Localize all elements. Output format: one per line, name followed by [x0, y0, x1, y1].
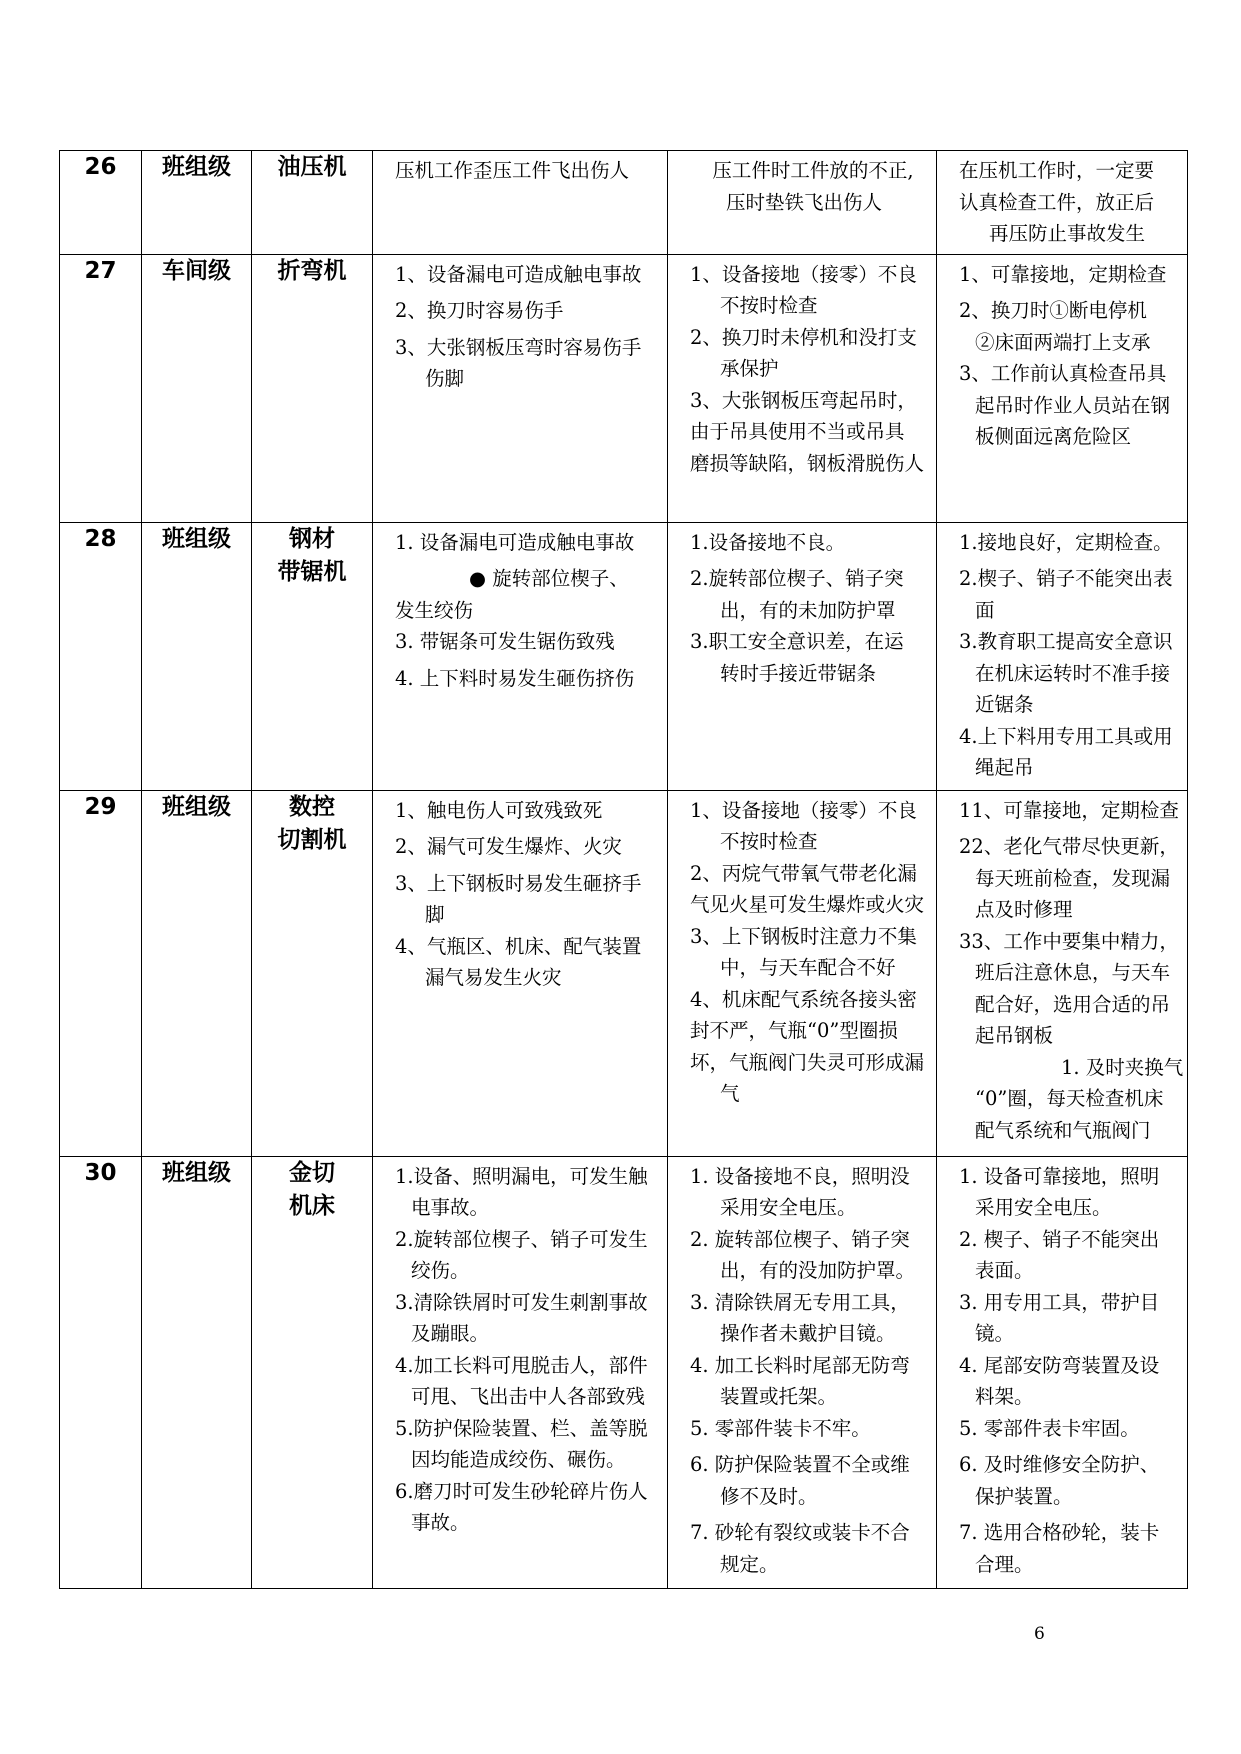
safety-measure-cell: [937, 522, 1188, 790]
safety-measure-line: 1. 及时夹换气: [1061, 1055, 1184, 1079]
equipment-name-line: 带锯机: [277, 558, 347, 585]
equipment-name: [252, 790, 373, 1156]
hazard-cause-line: 封不严，气瓶“0”型圈损: [690, 1019, 898, 1042]
hazard-description-line: 电事故。: [411, 1196, 490, 1219]
safety-measure-line: “0”圈，每天检查机床: [975, 1087, 1164, 1110]
hazard-cause-line: 采用安全电压。: [720, 1196, 857, 1219]
training-level: 班组级: [142, 790, 252, 1156]
equipment-name-line: 钢材: [289, 525, 335, 552]
hazard-description-lines: [373, 151, 667, 191]
page-number: 6: [1034, 1624, 1045, 1644]
hazard-cause-line: 装置或托架。: [720, 1385, 838, 1408]
hazard-description-line: 漏气易发生火灾: [425, 966, 562, 989]
hazard-cause-cell: [668, 151, 937, 255]
hazard-description-line: 1、设备漏电可造成触电事故: [395, 262, 642, 286]
safety-measure-line: 料架。: [975, 1385, 1034, 1408]
hazard-description-line: 1. 设备漏电可造成触电事故: [395, 530, 635, 554]
row-number: 30: [60, 1156, 142, 1588]
safety-measure-line: 1.接地良好，定期检查。: [959, 530, 1173, 554]
hazard-cause-cell: [668, 254, 937, 522]
safety-measure-line: 1. 设备可靠接地，照明: [959, 1164, 1160, 1188]
hazard-cause-lines: [668, 1157, 936, 1585]
hazard-description-line: 2、换刀时容易伤手: [395, 299, 564, 322]
equipment-name: [252, 522, 373, 790]
hazard-description-line: 3、大张钢板压弯时容易伤手: [395, 335, 642, 359]
safety-measure-line: 在机床运转时不准手接: [975, 661, 1171, 685]
safety-measure-line: 绳起吊: [975, 756, 1034, 779]
hazard-cause-line: 1.设备接地不良。: [690, 530, 846, 554]
hazard-cause-line: 2. 旋转部位楔子、销子突: [690, 1227, 910, 1251]
safety-measure-line: 5. 零部件表卡牢固。: [959, 1416, 1140, 1440]
hazard-cause-lines: [668, 523, 936, 694]
safety-measure-line: 4. 尾部安防弯装置及设: [959, 1353, 1160, 1377]
hazard-description-cell: [373, 522, 668, 790]
safety-measure-cell: [937, 254, 1188, 522]
hazard-description-line: 发生绞伤: [395, 598, 474, 622]
equipment-name-line: 油压机: [277, 154, 347, 180]
row-number: 28: [60, 522, 142, 790]
safety-measure-line: 每天班前检查，发现漏: [975, 866, 1171, 890]
hazard-cause-line: 1、设备接地（接零）不良: [690, 798, 917, 822]
safety-measure-line: 镜。: [975, 1322, 1015, 1345]
hazard-cause-cell: [668, 790, 937, 1156]
training-level: 班组级: [142, 151, 252, 255]
safety-measure-line: 2. 楔子、销子不能突出: [959, 1227, 1160, 1251]
hazard-cause-line: 3. 清除铁屑无专用工具，: [690, 1290, 910, 1314]
hazard-description-line: 5.防护保险装置、栏、盖等脱: [395, 1416, 648, 1440]
safety-measure-line: 2.楔子、销子不能突出表: [959, 567, 1173, 590]
hazard-description-line: 6.磨刀时可发生砂轮碎片伤人: [395, 1479, 648, 1503]
hazard-description-line: 1、触电伤人可致残致死: [395, 798, 603, 822]
hazard-description-line: 及蹦眼。: [411, 1322, 490, 1345]
safety-measure-line: 认真检查工件，放正后: [959, 190, 1155, 214]
safety-measure-line: 1、可靠接地，定期检查: [959, 262, 1167, 286]
safety-measure-lines: [937, 1157, 1187, 1585]
safety-measure-line: 22、老化气带尽快更新，: [959, 835, 1179, 858]
safety-measure-lines: [937, 255, 1187, 457]
hazard-cause-line: 3、上下钢板时注意力不集: [690, 924, 917, 948]
safety-measure-line: 起吊时作业人员站在钢: [975, 393, 1171, 417]
hazard-description-lines: [373, 523, 667, 699]
equipment-name-line: 切割机: [277, 826, 347, 853]
safety-measure-line: 板侧面远离危险区: [975, 425, 1132, 448]
hazard-description-line: 3. 带锯条可发生锯伤致残: [395, 630, 615, 653]
safety-measure-cell: [937, 790, 1188, 1156]
hazard-description-line: 事故。: [411, 1511, 470, 1534]
hazard-description-cell: [373, 790, 668, 1156]
equipment-name: [252, 151, 373, 255]
hazard-cause-line: 不按时检查: [720, 830, 818, 853]
hazard-description-line: 4.加工长料可甩脱击人，部件: [395, 1353, 648, 1377]
hazard-cause-line: 4. 加工长料时尾部无防弯: [690, 1353, 910, 1377]
safety-measure-line: 6. 及时维修安全防护、: [959, 1453, 1160, 1476]
safety-measure-line: 3. 用专用工具，带护目: [959, 1290, 1160, 1314]
safety-measure-line: 采用安全电压。: [975, 1196, 1112, 1219]
hazard-cause-line: 中，与天车配合不好: [720, 956, 896, 979]
hazard-cause-line: 修不及时。: [720, 1484, 818, 1508]
hazard-cause-line: 5. 零部件装卡不牢。: [690, 1416, 871, 1440]
hazard-description-line: ● 旋转部位楔子、: [469, 567, 629, 590]
safety-measure-cell: [937, 151, 1188, 255]
hazard-description-line: 4. 上下料时易发生砸伤挤伤: [395, 666, 635, 690]
hazard-description-line: 2.旋转部位楔子、销子可发生: [395, 1227, 648, 1251]
hazard-cause-line: 出，有的未加防护罩: [720, 598, 896, 622]
hazard-description-line: 2、漏气可发生爆炸、火灾: [395, 835, 622, 858]
safety-measure-line: 7. 选用合格砂轮，装卡: [959, 1521, 1160, 1544]
safety-measure-line: 近锯条: [975, 693, 1034, 716]
hazard-cause-line: 1. 设备接地不良，照明没: [690, 1164, 910, 1188]
safety-measure-cell: [937, 1156, 1188, 1588]
safety-measure-line: 配合好，选用合适的吊: [975, 992, 1171, 1016]
safety-measure-line: 再压防止事故发生: [989, 222, 1146, 245]
hazard-cause-line: 规定。: [720, 1552, 779, 1576]
hazard-cause-lines: [668, 255, 936, 484]
hazard-cause-line: 3、大张钢板压弯起吊时，: [690, 388, 917, 412]
equipment-name: [252, 254, 373, 522]
training-level: 班组级: [142, 522, 252, 790]
safety-measure-lines: [937, 791, 1187, 1151]
safety-measure-line: 点及时修理: [975, 898, 1073, 921]
hazard-cause-line: 压工件时工件放的不正,: [712, 159, 914, 182]
safety-measure-line: 表面。: [975, 1259, 1034, 1282]
hazard-cause-line: 出，有的没加防护罩。: [720, 1259, 916, 1282]
safety-measure-line: ②床面两端打上支承: [975, 330, 1151, 354]
hazard-description-line: 因均能造成绞伤、碾伤。: [411, 1448, 626, 1471]
hazard-description-line: 3、上下钢板时易发生砸挤手: [395, 871, 642, 895]
hazard-cause-line: 不按时检查: [720, 294, 818, 317]
training-level: 车间级: [142, 254, 252, 522]
safety-measure-line: 保护装置。: [975, 1484, 1073, 1508]
safety-measure-line: 面: [975, 598, 995, 622]
safety-measure-lines: [937, 151, 1187, 254]
hazard-cause-line: 2.旋转部位楔子、销子突: [690, 567, 904, 590]
safety-measure-line: 在压机工作时，一定要: [959, 159, 1155, 182]
safety-measure-line: 2、换刀时①断电停机: [959, 299, 1147, 322]
hazard-description-line: 绞伤。: [411, 1259, 470, 1282]
hazard-cause-line: 磨损等缺陷，钢板滑脱伤人: [690, 451, 925, 475]
hazard-cause-line: 操作者未戴护目镜。: [720, 1322, 896, 1345]
hazard-cause-line: 7. 砂轮有裂纹或装卡不合: [690, 1521, 910, 1544]
hazard-cause-line: 1、设备接地（接零）不良: [690, 262, 917, 286]
hazard-cause-line: 承保护: [720, 357, 779, 380]
table-row: [60, 254, 1188, 522]
row-number: 26: [60, 151, 142, 255]
safety-measure-lines: [937, 523, 1187, 788]
hazard-cause-line: 6. 防护保险装置不全或维: [690, 1453, 910, 1476]
hazard-description-lines: [373, 255, 667, 399]
hazard-description-line: 1.设备、照明漏电，可发生触: [395, 1164, 648, 1188]
hazard-cause-lines: [668, 791, 936, 1114]
safety-measure-line: 配气系统和气瓶阀门: [975, 1118, 1151, 1142]
training-level: 班组级: [142, 1156, 252, 1588]
equipment-name-line: 金切: [289, 1159, 335, 1186]
hazard-description-line: 伤脚: [425, 367, 465, 390]
hazard-cause-line: 气见火星可发生爆炸或火灾: [690, 893, 925, 916]
hazard-cause-cell: [668, 1156, 937, 1588]
hazard-cause-line: 压时垫铁飞出伤人: [725, 190, 882, 214]
safety-measure-line: 33、工作中要集中精力，: [959, 929, 1179, 953]
hazard-description-cell: [373, 1156, 668, 1588]
hazard-description-line: 脚: [425, 903, 445, 926]
hazard-description-cell: [373, 254, 668, 522]
hazard-cause-line: 气: [720, 1082, 740, 1105]
table-row: [60, 790, 1188, 1156]
safety-measure-line: 3.教育职工提高安全意识: [959, 630, 1173, 653]
table-row: [60, 522, 1188, 790]
safety-measure-line: 11、可靠接地，定期检查: [959, 798, 1179, 822]
safety-measure-line: 起吊钢板: [975, 1024, 1054, 1047]
hazard-cause-line: 坏，气瓶阀门失灵可形成漏: [690, 1050, 925, 1074]
safety-measure-line: 3、工作前认真检查吊具: [959, 362, 1167, 385]
hazard-table: [59, 150, 1188, 1589]
table-row: [60, 151, 1188, 255]
hazard-cause-line: 2、丙烷气带氧气带老化漏: [690, 861, 917, 885]
safety-measure-line: 班后注意休息，与天车: [975, 961, 1171, 984]
hazard-cause-cell: [668, 522, 937, 790]
equipment-name: [252, 1156, 373, 1588]
equipment-name-line: 机床: [289, 1192, 335, 1219]
hazard-cause-line: 转时手接近带锯条: [720, 661, 877, 685]
row-number: 27: [60, 254, 142, 522]
safety-measure-line: 4.上下料用专用工具或用: [959, 724, 1173, 748]
hazard-description-lines: [373, 1157, 667, 1543]
row-number: 29: [60, 790, 142, 1156]
hazard-description-line: 可甩、飞出击中人各部致残: [411, 1385, 646, 1408]
hazard-cause-line: 2、换刀时未停机和没打支: [690, 325, 917, 349]
hazard-cause-lines: [668, 151, 936, 222]
equipment-name-line: 折弯机: [277, 257, 347, 284]
hazard-description-line: 3.清除铁屑时可发生刺割事故: [395, 1290, 648, 1314]
hazard-cause-line: 4、机床配气系统各接头密: [690, 987, 917, 1011]
hazard-description-lines: [373, 791, 667, 998]
hazard-cause-line: 3.职工安全意识差，在运: [690, 630, 904, 653]
safety-measure-line: 合理。: [975, 1552, 1034, 1576]
table-row: [60, 1156, 1188, 1588]
hazard-description-line: 4、气瓶区、机床、配气装置: [395, 934, 642, 958]
hazard-description-line: 压机工作歪压工件飞出伤人: [395, 159, 630, 182]
equipment-name-line: 数控: [289, 793, 335, 820]
hazard-cause-line: 由于吊具使用不当或吊具: [690, 420, 905, 443]
hazard-description-cell: [373, 151, 668, 255]
